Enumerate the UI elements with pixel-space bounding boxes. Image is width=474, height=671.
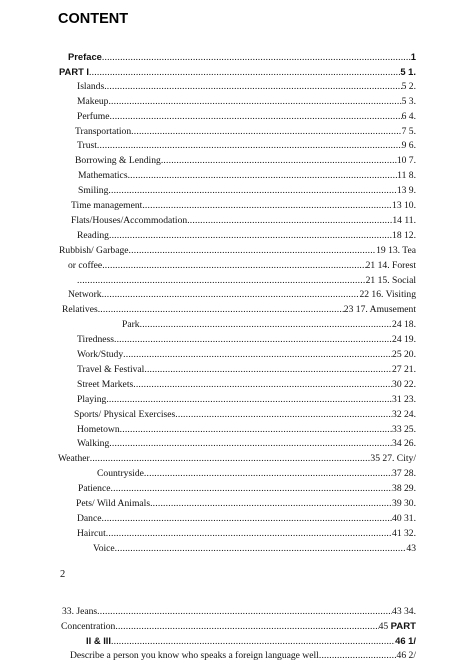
toc-leader-dots bbox=[108, 184, 396, 198]
toc-entry-title: Mathematics bbox=[78, 170, 128, 182]
toc-entry-title: Transportation bbox=[75, 125, 132, 137]
toc-entry-page: 5 1. bbox=[400, 65, 416, 77]
toc-entry bbox=[97, 467, 416, 481]
toc-entry bbox=[93, 542, 416, 556]
toc-leader-dots bbox=[90, 452, 371, 466]
toc-leader-dots bbox=[175, 408, 392, 422]
toc-entry-title: Travel & Festival bbox=[77, 363, 145, 375]
toc-leader-dots bbox=[109, 437, 392, 451]
toc-entry-page: 6 4. bbox=[401, 110, 416, 122]
toc-entry-title: Smiling bbox=[78, 185, 109, 197]
toc-leader-dots bbox=[133, 378, 392, 392]
toc-entry bbox=[71, 199, 416, 213]
toc-entry-title: Hometown bbox=[77, 423, 120, 435]
toc-entry-page: 7 5. bbox=[401, 125, 416, 137]
toc-entry-page: 24 18. bbox=[392, 319, 416, 331]
toc-entry-page: 18 12. bbox=[392, 229, 416, 241]
toc-entry-page: 21 14. Forest bbox=[365, 259, 416, 271]
toc-entry bbox=[68, 288, 416, 302]
toc-entry-page: 46 1/ bbox=[395, 635, 416, 646]
toc-entry-page: 1 bbox=[410, 51, 416, 62]
toc-entry-page: 40 31. bbox=[392, 512, 416, 524]
toc-entry bbox=[77, 274, 416, 288]
toc-entry-title: Walking bbox=[77, 438, 110, 450]
page-number: 2 bbox=[60, 569, 66, 580]
toc-entry bbox=[77, 110, 416, 124]
toc-entry-page: 43 34. bbox=[392, 606, 416, 617]
toc-entry-page: 21 15. Social bbox=[365, 274, 416, 286]
toc-entry-page: 5 3. bbox=[401, 95, 416, 107]
toc-entry-title: Countryside bbox=[97, 468, 144, 480]
toc-entry bbox=[78, 482, 416, 496]
toc-leader-dots bbox=[144, 363, 392, 377]
toc-entry-page: 37 28. bbox=[392, 468, 416, 480]
toc-entry bbox=[77, 423, 416, 437]
toc-leader-dots bbox=[102, 259, 365, 273]
toc-entry-title: Relatives bbox=[62, 304, 98, 316]
toc-entry bbox=[61, 620, 416, 634]
toc-entry-title: PART I bbox=[59, 65, 90, 77]
toc-entry-page: 23 17. Amusement bbox=[343, 304, 416, 316]
toc-entry bbox=[71, 214, 416, 228]
toc-leader-dots bbox=[102, 288, 360, 302]
toc-entry bbox=[70, 649, 416, 663]
toc-entry-page: 13 10. bbox=[392, 200, 416, 211]
toc-entry-title: Tiredness bbox=[77, 334, 114, 346]
toc-leader-dots bbox=[102, 51, 411, 64]
toc-entry-title: Preface bbox=[68, 51, 102, 62]
toc-entry bbox=[58, 452, 416, 466]
toc-entry-page: 5 2. bbox=[401, 80, 416, 92]
toc-entry-page: 25 20. bbox=[392, 349, 416, 360]
toc-entry-title: Dance bbox=[77, 512, 102, 524]
toc-entry bbox=[77, 139, 416, 153]
toc-entry bbox=[62, 605, 416, 619]
toc-entry-title: Flats/Houses/Accommodation bbox=[71, 214, 188, 226]
toc-entry-title: 33. Jeans bbox=[62, 606, 98, 617]
toc-entry-page: 14 11. bbox=[392, 214, 416, 226]
toc-leader-dots bbox=[97, 139, 402, 153]
toc-entry-title: Street Markets bbox=[77, 378, 134, 390]
toc-entry-page: 10 7. bbox=[396, 155, 416, 167]
toc-entry-page: 38 29. bbox=[392, 483, 416, 495]
toc-leader-dots bbox=[142, 199, 392, 213]
toc-entry-page: 43 bbox=[406, 542, 416, 554]
toc-entry-title: Playing bbox=[77, 393, 107, 405]
toc-entry bbox=[68, 259, 416, 273]
toc-leader-dots bbox=[161, 154, 397, 168]
toc-entry-page: 31 23. bbox=[392, 393, 416, 405]
toc-entry-title: Sports/ Physical Exercises bbox=[74, 408, 176, 420]
toc-entry-title: Describe a person you know who speaks a foreign language well bbox=[70, 650, 319, 661]
toc-leader-dots bbox=[187, 214, 392, 228]
toc-entry bbox=[77, 378, 416, 392]
toc-leader-dots bbox=[77, 274, 366, 288]
toc-entry-title: Perfume bbox=[77, 110, 110, 122]
toc-entry bbox=[77, 512, 416, 526]
toc-entry bbox=[77, 80, 416, 94]
toc-entry bbox=[77, 437, 416, 451]
toc-leader-dots bbox=[89, 66, 400, 79]
toc-leader-dots bbox=[110, 110, 402, 124]
toc-leader-dots bbox=[144, 467, 392, 481]
toc-entry bbox=[78, 169, 416, 183]
toc-leader-dots bbox=[115, 620, 378, 634]
toc-entry-title: Patience bbox=[78, 483, 111, 495]
toc-entry-title: Haircut bbox=[77, 527, 106, 539]
toc-entry bbox=[77, 333, 416, 347]
toc-leader-dots bbox=[106, 527, 392, 541]
toc-leader-dots bbox=[150, 497, 392, 511]
toc-entry-page: 33 25. bbox=[392, 423, 416, 435]
page-title: CONTENT bbox=[58, 11, 129, 27]
toc-leader-dots bbox=[140, 318, 392, 332]
toc-leader-dots bbox=[102, 512, 393, 526]
toc-leader-dots bbox=[123, 348, 392, 362]
toc-entry-page: 30 22. bbox=[392, 378, 416, 390]
toc-entry-title: Park bbox=[122, 319, 140, 331]
toc-entry bbox=[77, 527, 416, 541]
toc-entry bbox=[76, 497, 416, 511]
toc-entry-title: Time management bbox=[71, 200, 143, 211]
toc-leader-dots bbox=[120, 423, 392, 437]
toc-entry bbox=[75, 125, 416, 139]
toc-entry-page: 11 8. bbox=[397, 170, 416, 182]
toc-leader-dots bbox=[129, 244, 377, 258]
toc-entry bbox=[77, 363, 416, 377]
toc-entry-title: Rubbish/ Garbage bbox=[59, 244, 129, 256]
toc-entry-page: 35 27. City/ bbox=[370, 453, 416, 465]
toc-entry-page: 9 6. bbox=[401, 140, 416, 152]
toc-entry bbox=[74, 408, 416, 422]
toc-entry bbox=[77, 348, 416, 362]
toc-entry-page: 13 9. bbox=[396, 185, 416, 197]
toc-leader-dots bbox=[111, 635, 395, 648]
toc-entry bbox=[122, 318, 416, 332]
toc-entry-title: Weather bbox=[58, 453, 90, 465]
toc-entry-page: 39 30. bbox=[392, 498, 416, 509]
toc-leader-dots bbox=[108, 95, 401, 109]
toc-entry-page: 32 24. bbox=[392, 408, 416, 420]
toc-leader-dots bbox=[115, 542, 407, 556]
toc-leader-dots bbox=[128, 169, 398, 183]
toc-entry-title: Makeup bbox=[77, 95, 109, 107]
toc-entry-title: Pets/ Wild Animals bbox=[76, 498, 151, 509]
toc-entry-title: II & III bbox=[86, 635, 112, 646]
toc-leader-dots bbox=[319, 649, 397, 663]
toc-entry-page: 22 16. Visiting bbox=[359, 289, 416, 301]
toc-entry bbox=[77, 229, 416, 243]
toc-entry bbox=[59, 244, 416, 258]
toc-entry-title: Voice bbox=[93, 542, 115, 554]
toc-entry-title: Work/Study bbox=[77, 349, 124, 360]
toc-leader-dots bbox=[114, 333, 392, 347]
toc-entry-title: Network bbox=[68, 289, 102, 301]
toc-leader-dots bbox=[111, 482, 393, 496]
toc-entry-page: 24 19. bbox=[392, 334, 416, 346]
toc-entry-title: Reading bbox=[77, 229, 109, 241]
toc-entry bbox=[78, 184, 416, 198]
toc-entry-page: 41 32. bbox=[392, 527, 416, 539]
toc-leader-dots bbox=[106, 393, 392, 407]
toc-leader-dots bbox=[98, 303, 344, 317]
toc-entry bbox=[75, 154, 416, 168]
toc-leader-dots bbox=[109, 229, 392, 243]
toc-entry-page: 46 2/ bbox=[396, 650, 416, 661]
toc-entry bbox=[77, 95, 416, 109]
toc-entry bbox=[59, 65, 416, 79]
toc-entry-page: 19 13. Tea bbox=[376, 244, 416, 256]
toc-entry bbox=[62, 303, 416, 317]
toc-entry-page: 27 21. bbox=[392, 363, 416, 375]
toc-entry-page: 45 PART bbox=[378, 621, 416, 632]
toc-entry-title: or coffee bbox=[68, 259, 103, 271]
toc-entry-title: Trust bbox=[77, 140, 97, 152]
toc-entry-page: 34 26. bbox=[392, 438, 416, 450]
toc-entry-title: Islands bbox=[77, 80, 105, 92]
toc-entry bbox=[77, 393, 416, 407]
toc-leader-dots bbox=[97, 605, 392, 619]
toc-entry-title: Concentration bbox=[61, 621, 116, 632]
toc-leader-dots bbox=[104, 80, 401, 94]
toc-entry-title: Borrowing & Lending bbox=[75, 155, 161, 167]
toc-entry bbox=[68, 50, 416, 64]
toc-leader-dots bbox=[131, 125, 401, 139]
toc-entry bbox=[86, 634, 416, 648]
